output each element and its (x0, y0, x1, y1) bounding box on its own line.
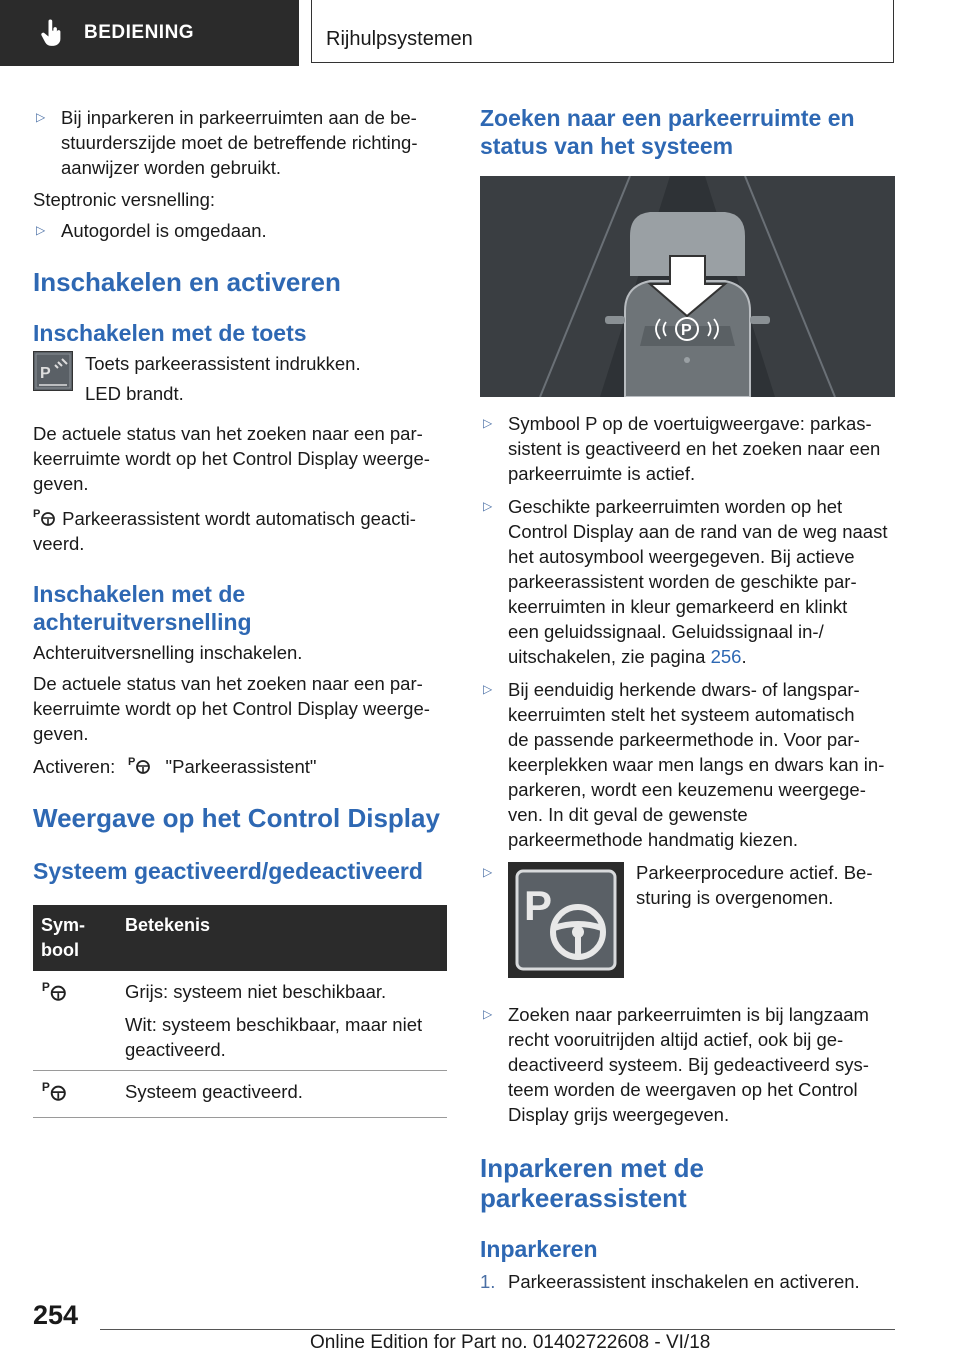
table-cell-meaning: Systeem geactiveerd. (117, 1071, 447, 1118)
list-item (480, 860, 895, 990)
heading-inparkeren: Inparkeren met de parkeerassistent (480, 1153, 704, 1213)
table-row (33, 1071, 447, 1118)
heading-inparkeren-sub: Inparkeren (480, 1236, 598, 1262)
triangle-bullet-icon: ▷ (36, 110, 46, 124)
status-paragraph: De actuele status van het zoeken naar een par- keerruimte wordt op het Control Display weerge- geven. (33, 423, 430, 494)
procedure-text: Parkeerprocedure actief. Be- sturing is overgenomen. (636, 862, 873, 908)
table-header-meaning: Betekenis (117, 905, 447, 971)
list-item: ▷ Bij eenduidig herkende dwars- of langspar- keerruimten stelt het systeem automatisch de passende parkeermethode in. Voor par- keerplekken waar men langs en dwars kan in- parkeren, wordt een keuzemenu weergege- ven. In dit geval de gewenste parkeermethode handmatig kiezen. (483, 679, 885, 850)
hand-pointer-icon (38, 19, 66, 47)
heading-weergave: Weergave op het Control Display (33, 803, 440, 833)
svg-text:P: P (681, 322, 692, 339)
led-text: LED brandt. (85, 383, 184, 404)
svg-text:P: P (128, 756, 136, 768)
step-item: 1. Parkeerassistent inschakelen en activeren. (480, 1271, 860, 1292)
chapter-box (311, 0, 894, 63)
list-item: ▷ Symbool P op de voertuigweergave: parkas- sistent is geactiveerd en het zoeken naar een parkeerruimte is actief. (483, 413, 881, 484)
heading-inschakelen: Inschakelen en activeren (33, 267, 341, 297)
button-block (33, 351, 447, 413)
triangle-bullet-icon: ▷ (483, 1007, 493, 1021)
list-item: ▷ Bij inparkeren in parkeerruimten aan de be- stuurderszijde moet de betreffende richting- aanwijzer worden gebruikt. (36, 107, 418, 178)
svg-text:P: P (524, 882, 553, 929)
status-paragraph-2: De actuele status van het zoeken naar een par- keerruimte wordt op het Control Display weerge- geven. (33, 673, 430, 744)
triangle-bullet-icon: ▷ (483, 682, 493, 696)
footer-edition: Online Edition for Part no. 01402722608 - VI/18 (310, 1332, 711, 1353)
table-row (33, 971, 447, 1071)
triangle-bullet-icon: ▷ (483, 865, 493, 879)
svg-text:P: P (41, 1080, 50, 1094)
svg-text:P: P (41, 980, 50, 994)
steptronic-label: Steptronic versnelling: (33, 189, 216, 210)
page-link[interactable]: 256 (710, 646, 742, 667)
triangle-bullet-icon: ▷ (483, 416, 493, 430)
heading-toets: Inschakelen met de toets (33, 320, 307, 346)
footer-divider (100, 1329, 895, 1330)
activeren-paragraph: Activeren: P "Parkeerassistent" (33, 756, 317, 777)
right-column (480, 100, 895, 1294)
page-number: 254 (33, 1300, 79, 1330)
table-cell-symbol (33, 971, 117, 1071)
heading-achteruit: Inschakelen met de achteruitversnelling (33, 581, 252, 635)
parking-steering-icon (41, 979, 69, 1003)
section-tab (0, 0, 299, 66)
section-title: BEDIENING (84, 22, 195, 43)
list-item: ▷ Geschikte parkeerruimten worden op het Control Display aan de rand van de weg naast het autosymbool weergegeven. Bij actieve parkeerassistent worden de geschikte par- keerruimten in kleur gemarkeerd en klinkt een geluidssignaal. Geluidssignaal in-/ uitschakelen, zie pagina 256. (483, 496, 888, 667)
table-header-row (33, 905, 447, 971)
table-cell-symbol (33, 1071, 117, 1118)
parking-assistant-button-icon (33, 351, 73, 391)
parking-steering-icon (33, 506, 57, 528)
table-cell-meaning: Grijs: systeem niet beschikbaar. Wit: systeem beschikbaar, maar niet geactiveerd. (117, 971, 447, 1071)
parking-steering-icon (128, 754, 152, 776)
list-item: ▷ Zoeken naar parkeerruimten is bij langzaam recht vooruitrijden altijd actief, ook bij ge- deactiveerd systeem. Bij gedeactiveerd sys- teem worden de weergaven op het Control Display grijs weergegeven. (483, 1004, 869, 1125)
svg-text:P: P (40, 365, 51, 382)
achteruit-paragraph: Achteruitversnelling inschakelen. (33, 642, 303, 663)
symbol-table (33, 905, 447, 1118)
svg-text:P: P (33, 508, 41, 520)
heading-zoeken: Zoeken naar een parkeerruimte en status van het systeem (480, 105, 855, 159)
table-header-symbol: Sym- bool (33, 905, 117, 971)
triangle-bullet-icon: ▷ (483, 499, 493, 513)
triangle-bullet-icon: ▷ (36, 223, 46, 237)
parking-steering-active-icon (41, 1079, 69, 1103)
button-text: Toets parkeerassistent indrukken. (85, 353, 361, 374)
chapter-title: Rijhulpsystemen (326, 28, 473, 50)
parking-procedure-active-icon (508, 862, 624, 978)
auto-paragraph: P Parkeerassistent wordt automatisch geacti- veerd. (33, 508, 416, 554)
list-item: ▷ Autogordel is omgedaan. (36, 220, 267, 241)
vehicle-display-illustration (480, 176, 895, 397)
heading-systeem: Systeem geactiveerd/gedeactiveerd (33, 858, 423, 884)
left-column (33, 100, 447, 1118)
